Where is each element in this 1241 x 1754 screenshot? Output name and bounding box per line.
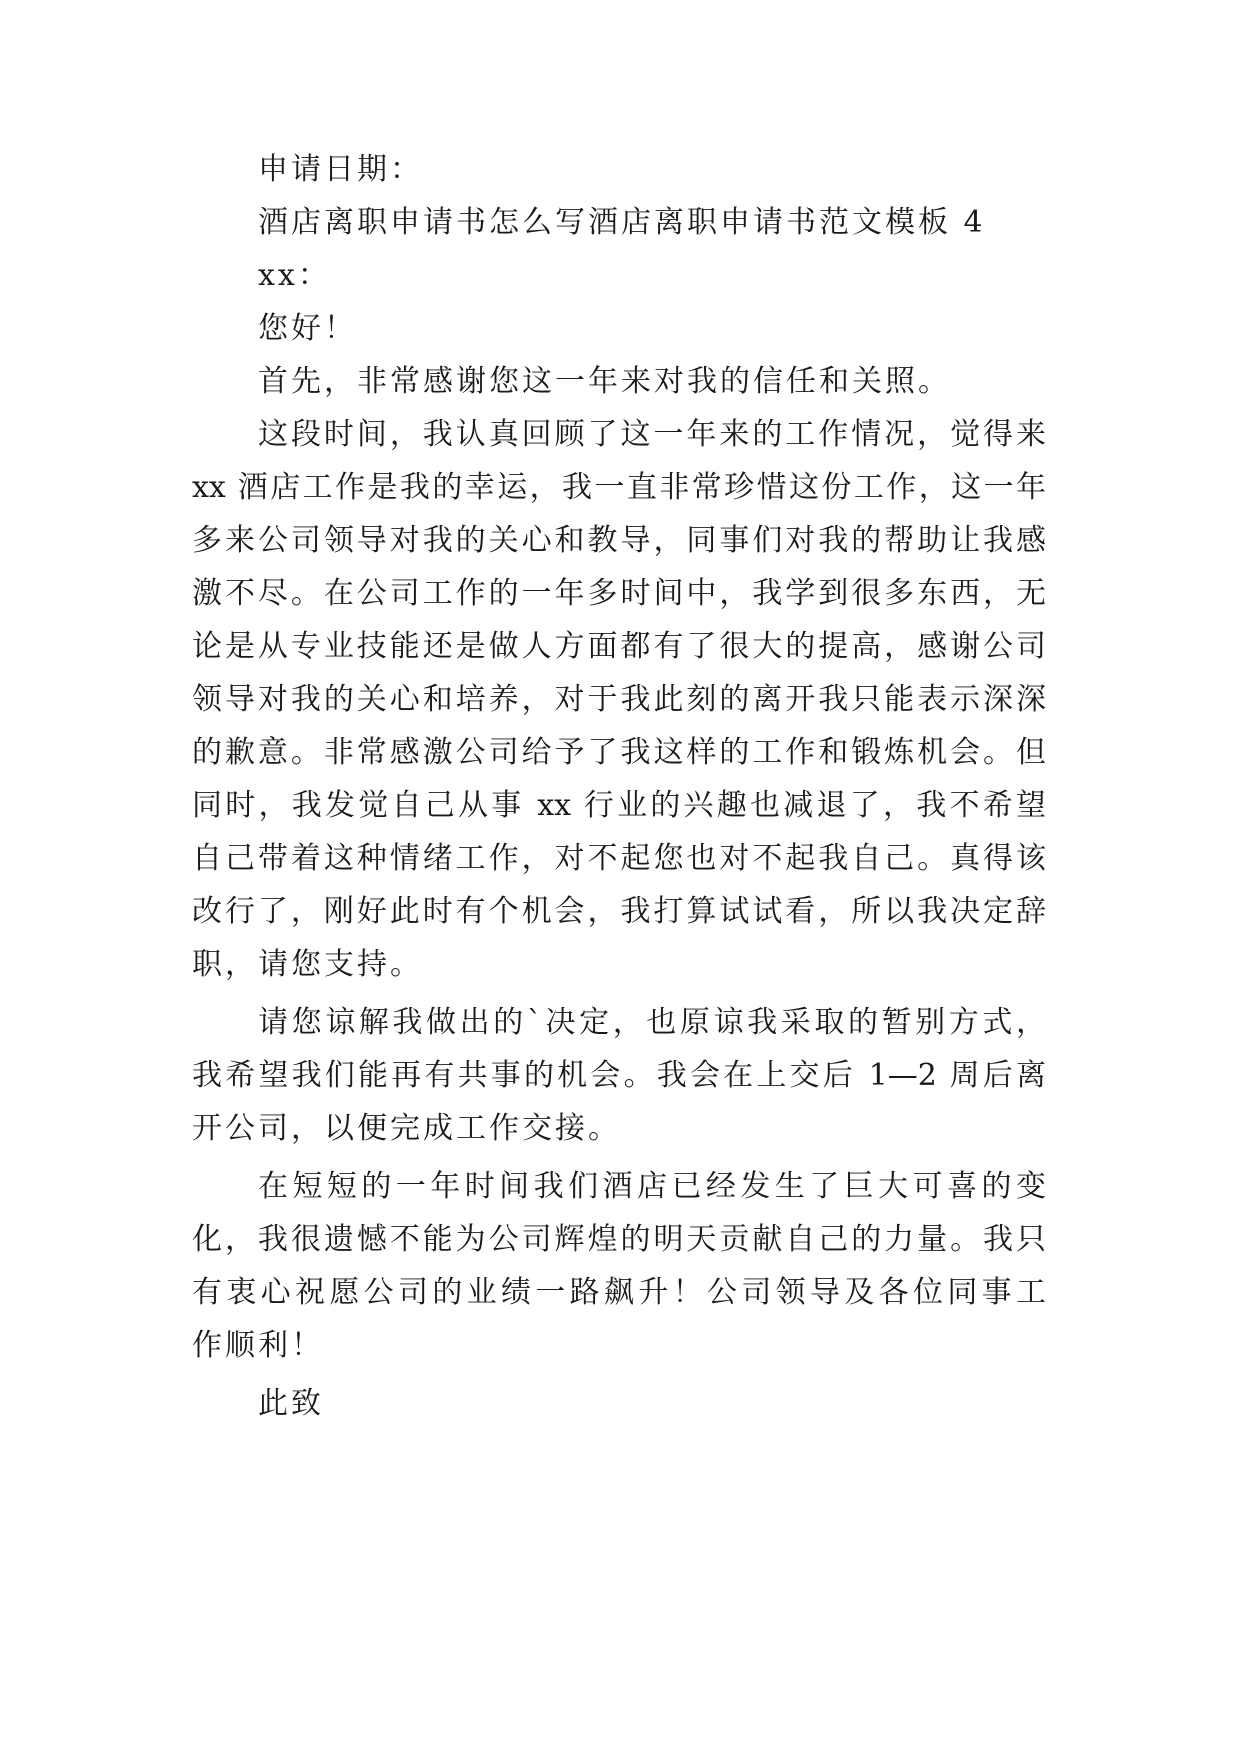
paragraph-line: 请您谅解我做出的`决定，也原谅我采取的暂别方式， xyxy=(258,1005,1046,1040)
thanks-line: 首先，非常感谢您这一年来对我的信任和关照。 xyxy=(258,364,951,399)
paragraph-line: 这段时间，我认真回顾了这一年来的工作情况，觉得来 xyxy=(258,417,1046,452)
paragraph-line: 同时，我发觉自己从事 xx 行业的兴趣也减退了，我不希望 xyxy=(192,788,1046,823)
paragraph-line: 化，我很遗憾不能为公司辉煌的明天贡献自己的力量。我只 xyxy=(192,1222,1046,1257)
paragraph-line: 激不尽。在公司工作的一年多时间中，我学到很多东西，无 xyxy=(192,576,1046,611)
paragraph-line: 改行了，刚好此时有个机会，我打算试试看，所以我决定辞 xyxy=(192,894,1046,929)
paragraph-line: 多来公司领导对我的关心和教导，同事们对我的帮助让我感 xyxy=(192,523,1046,558)
paragraph-line: 我希望我们能再有共事的机会。我会在上交后 1—2 周后离 xyxy=(192,1058,1046,1093)
closing: 此致 xyxy=(258,1386,324,1421)
greeting: 您好！ xyxy=(258,311,357,346)
addressee: xx： xyxy=(258,258,331,293)
paragraph-line: 领导对我的关心和培养，对于我此刻的离开我只能表示深深 xyxy=(192,682,1046,717)
document-title: 酒店离职申请书怎么写酒店离职申请书范文模板 4 xyxy=(258,205,986,240)
date-label: 申请日期： xyxy=(258,152,423,187)
paragraph-line: 有衷心祝愿公司的业绩一路飙升！公司领导及各位同事工 xyxy=(192,1275,1046,1310)
paragraph-line: 开公司，以便完成工作交接。 xyxy=(192,1111,621,1146)
paragraph-line: 作顺利！ xyxy=(192,1328,324,1363)
paragraph-line: 职，请您支持。 xyxy=(192,947,423,982)
paragraph-line: 的歉意。非常感激公司给予了我这样的工作和锻炼机会。但 xyxy=(192,735,1046,770)
paragraph-line: 在短短的一年时间我们酒店已经发生了巨大可喜的变 xyxy=(258,1169,1046,1204)
paragraph-line: 论是从专业技能还是做人方面都有了很大的提高，感谢公司 xyxy=(192,629,1046,664)
paragraph-line: 自己带着这种情绪工作，对不起您也对不起我自己。真得该 xyxy=(192,841,1046,876)
paragraph-line: xx 酒店工作是我的幸运，我一直非常珍惜这份工作，这一年 xyxy=(192,470,1046,505)
